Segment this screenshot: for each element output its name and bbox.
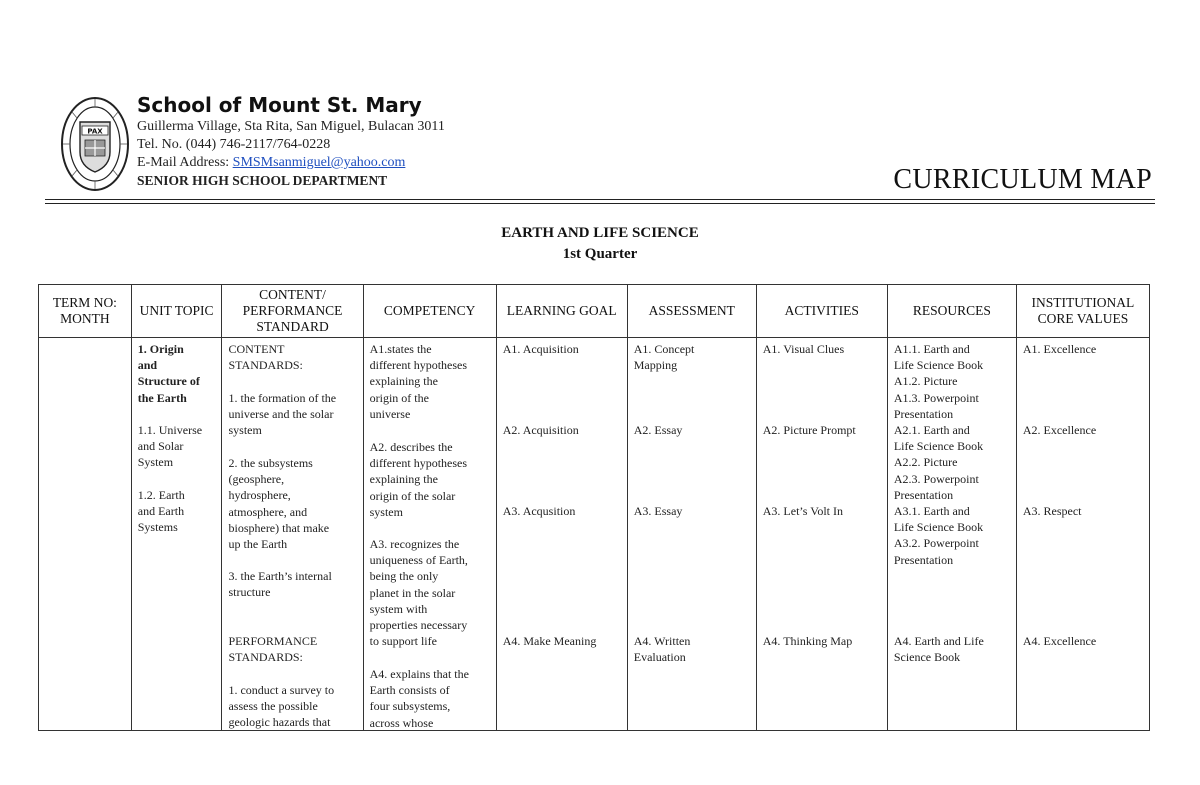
core-value-a1: A1. Excellence [1022, 342, 1097, 356]
resources-a3: A3.1. Earth and Life Science Book A3.2. Powerpoint Presentation [893, 504, 984, 567]
subject-title: EARTH AND LIFE SCIENCE [501, 225, 699, 241]
curriculum-map-table [38, 284, 1150, 731]
logo-motto: PAX [87, 127, 103, 136]
assessment-a3: A3. Essay [633, 504, 683, 518]
activity-a1: A1. Visual Clues [762, 342, 845, 356]
competency-a4: A4. explains that the Earth consists of four subsystems, across whose [369, 667, 469, 730]
resources-a4: A4. Earth and Life Science Book [893, 634, 984, 665]
document-title: CURRICULUM MAP [893, 164, 1152, 195]
core-values-cell [1016, 338, 1149, 731]
competency-a2: A2. describes the different hypotheses explaining the origin of the solar system [369, 440, 468, 519]
term-cell [39, 338, 132, 731]
standard-cell [222, 338, 363, 731]
assessment-a2: A2. Essay [633, 423, 683, 437]
school-address: Guillerma Village, Sta Rita, San Miguel, Bulacan 3011 [137, 119, 445, 134]
col-header-unit-topic: UNIT TOPIC [131, 285, 222, 338]
content-standards-heading: CONTENT STANDARDS: [228, 342, 303, 373]
performance-standard-1: 1. conduct a survey to assess the possible geologic hazards that [228, 683, 335, 730]
performance-standards-heading: PERFORMANCE STANDARDS: [228, 634, 318, 665]
core-value-a3: A3. Respect [1022, 504, 1082, 518]
header-divider-bottom [45, 203, 1155, 204]
unit-subtopic-1: 1.1. Universe and Solar System [137, 423, 203, 470]
unit-topic-title: 1. Origin and Structure of the Earth [137, 342, 200, 405]
assessment-a4: A4. Written Evaluation [633, 634, 691, 665]
learning-goal-a2: A2. Acquisition [502, 423, 579, 437]
col-header-resources: RESOURCES [887, 285, 1016, 338]
learning-goal-a3: A3. Acqusition [502, 504, 576, 518]
competency-a3: A3. recognizes the uniqueness of Earth, being the only planet in the solar system with properties necessary to support life [369, 537, 468, 649]
activity-a3: A3. Let’s Volt In [762, 504, 843, 518]
email-label: E-Mail Address: [137, 155, 233, 170]
table-header-row [39, 285, 1150, 338]
col-header-activities: ACTIVITIES [756, 285, 887, 338]
header-divider-top [45, 199, 1155, 200]
learning-goal-a1: A1. Acquisition [502, 342, 579, 356]
assessment-cell [627, 338, 756, 731]
resources-a2: A2.1. Earth and Life Science Book A2.2. Picture A2.3. Powerpoint Presentation [893, 423, 984, 502]
school-telephone: Tel. No. (044) 746-2117/764-0228 [137, 137, 331, 152]
activity-a4: A4. Thinking Map [762, 634, 853, 648]
activities-cell [756, 338, 887, 731]
assessment-a1: A1. Concept Mapping [633, 342, 695, 373]
core-value-a2: A2. Excellence [1022, 423, 1097, 437]
department-name: SENIOR HIGH SCHOOL DEPARTMENT [137, 173, 388, 188]
col-header-assessment: ASSESSMENT [627, 285, 756, 338]
competency-a1: A1.states the different hypotheses explaining the origin of the universe [369, 342, 468, 421]
col-header-learning-goal: LEARNING GOAL [496, 285, 627, 338]
quarter-title: 1st Quarter [562, 246, 638, 262]
unit-subtopic-2: 1.2. Earth and Earth Systems [137, 488, 185, 535]
resources-cell [887, 338, 1016, 731]
competency-cell [363, 338, 496, 731]
learning-goal-cell [496, 338, 627, 731]
learning-goal-a4: A4. Make Meaning [502, 634, 597, 648]
school-name: School of Mount St. Mary [137, 93, 422, 117]
activity-a2: A2. Picture Prompt [762, 423, 856, 437]
col-header-core-values: INSTITUTIONAL CORE VALUES [1016, 285, 1149, 338]
resources-a1: A1.1. Earth and Life Science Book A1.2. Picture A1.3. Powerpoint Presentation [893, 342, 984, 421]
content-standard-2: 2. the subsystems (geosphere, hydrosphere, atmosphere, and biosphere) that make up the Earth [228, 456, 330, 552]
school-seal-logo [60, 96, 130, 192]
content-standard-3: 3. the Earth’s internal structure [228, 569, 332, 600]
table-row [39, 338, 1150, 731]
core-value-a4: A4. Excellence [1022, 634, 1097, 648]
content-standard-1: 1. the formation of the universe and the solar system [228, 391, 337, 438]
col-header-competency: COMPETENCY [363, 285, 496, 338]
col-header-standard: CONTENT/ PERFORMANCE STANDARD [222, 285, 363, 338]
email-line [137, 154, 405, 171]
col-header-term: TERM NO: MONTH [39, 285, 132, 338]
email-link[interactable]: SMSMsanmiguel@yahoo.com [232, 155, 406, 170]
unit-topic-cell [131, 338, 222, 731]
